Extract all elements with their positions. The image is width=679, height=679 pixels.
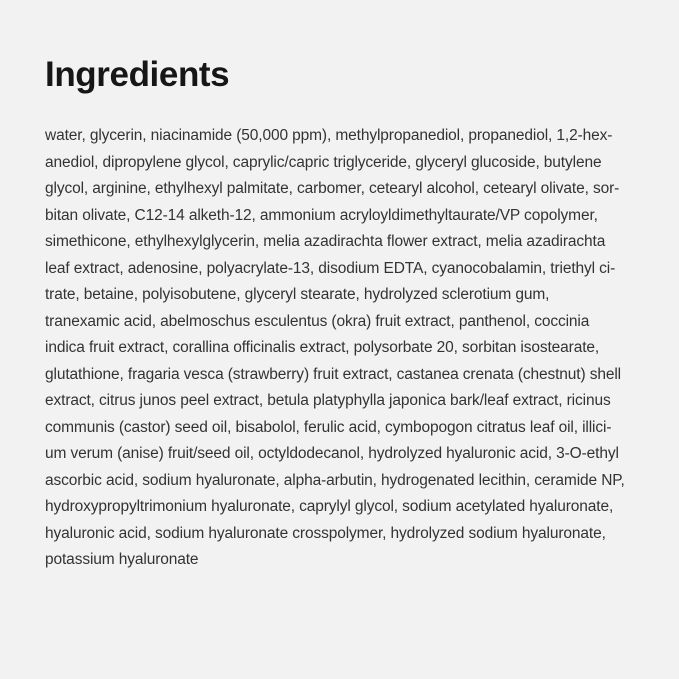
ingredients-line: leaf extract, adenosine, polyacrylate-13, disodium EDTA, cyanocobalamin, triethyl ci-	[45, 259, 616, 277]
ingredients-line: water, glycerin, niacinamide (50,000 ppm), methylpropanediol, propanediol, 1,2-hex-	[45, 127, 613, 144]
ingredients-line: trate, betaine, polyisobutene, glyceryl stearate, hydrolyzed sclerotium gum,	[45, 286, 550, 303]
ingredients-line: extract, citrus junos peel extract, betula platyphylla japonica bark/leaf extract, ricinus	[45, 392, 611, 409]
ingredients-line: ascorbic acid, sodium hyaluronate, alpha-arbutin, hydrogenated lecithin, ceramide NP,	[45, 471, 625, 489]
ingredients-line: communis (castor) seed oil, bisabolol, ferulic acid, cymbopogon citratus leaf oil, illici-	[45, 418, 612, 436]
ingredients-line: glutathione, fragaria vesca (strawberry) fruit extract, castanea crenata (chestnut) shell	[45, 365, 622, 383]
ingredients-line: indica fruit extract, corallina officinalis extract, polysorbate 20, sorbitan isostearate,	[45, 339, 600, 356]
ingredients-text	[45, 123, 637, 574]
ingredients-line: hyaluronic acid, sodium hyaluronate crosspolymer, hydrolyzed sodium hyaluronate,	[45, 524, 606, 542]
ingredients-line: simethicone, ethylhexylglycerin, melia azadirachta flower extract, melia azadirachta	[45, 233, 606, 250]
ingredients-line: hydroxypropyltrimonium hyaluronate, caprylyl glycol, sodium acetylated hyaluronate,	[45, 498, 614, 515]
ingredients-line: anediol, dipropylene glycol, caprylic/capric triglyceride, glyceryl glucoside, butylene	[45, 153, 602, 171]
page-title: Ingredients	[45, 55, 230, 94]
ingredients-line: potassium hyaluronate	[45, 551, 199, 568]
ingredients-line: bitan olivate, C12-14 alketh-12, ammonium acryloyldimethyltaurate/VP copolymer,	[45, 206, 598, 224]
ingredients-line: um verum (anise) fruit/seed oil, octyldodecanol, hydrolyzed hyaluronic acid, 3-O-ethyl	[45, 445, 619, 462]
ingredients-line: tranexamic acid, abelmoschus esculentus (okra) fruit extract, panthenol, coccinia	[45, 312, 590, 330]
ingredients-line: glycol, arginine, ethylhexyl palmitate, carbomer, cetearyl alcohol, cetearyl olivate, sor-	[45, 180, 620, 197]
